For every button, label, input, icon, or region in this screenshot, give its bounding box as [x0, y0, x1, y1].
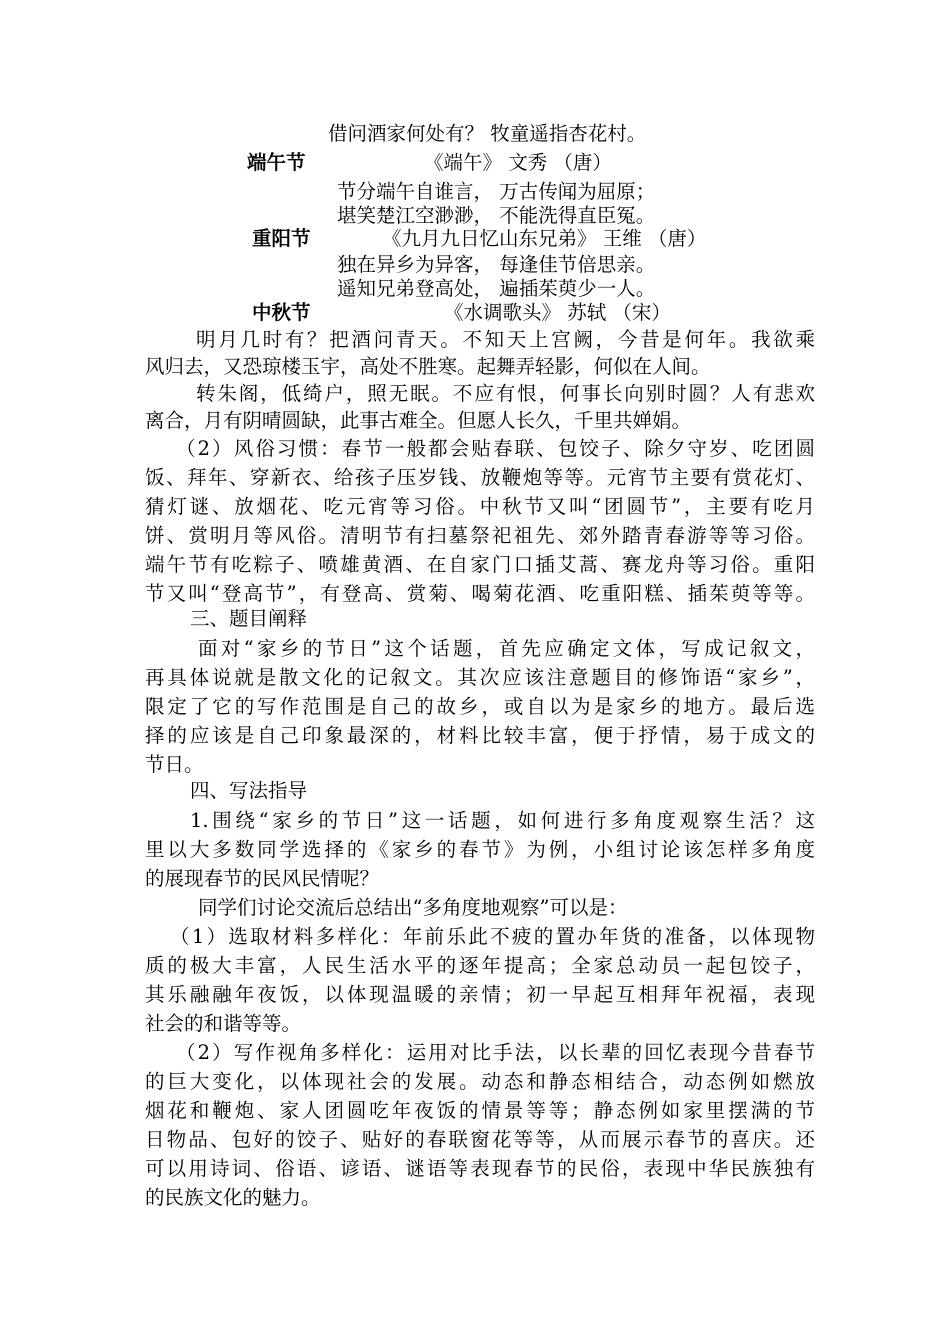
poem-line: 节分端午自谁言， 万古传闻为屈原；	[337, 180, 656, 203]
poem-title-duanwu: 《端午》 文秀 （唐）	[424, 151, 612, 174]
paragraph-line: 饭、拜年、穿新衣、给孩子压岁钱、放鞭炮等等。元宵节主要有赏花灯、	[145, 466, 815, 489]
poem-line: 借问酒家何处有？ 牧童遥指杏花村。	[328, 122, 647, 145]
paragraph-line: 里以大多数同学选择的《家乡的春节》为例，小组讨论该怎样多角度	[145, 838, 815, 861]
paragraph-line: 限定了它的写作范围是自己的故乡，或自以为是家乡的地方。最后选	[145, 695, 815, 718]
paragraph-line: 同学们讨论交流后总结出“多角度地观察”可以是：	[198, 896, 628, 919]
poem-line: 独在异乡为异客， 每逢佳节倍思亲。	[337, 253, 656, 276]
poem-line: 遥知兄弟登高处， 遍插茱萸少一人。	[337, 277, 656, 300]
paragraph-line: 日物品、包好的饺子、贴好的春联窗花等等，从而展示春节的喜庆。还	[145, 1128, 815, 1151]
section-heading: 三、题目阐释	[190, 607, 308, 630]
paragraph-line: 端午节有吃粽子、喷雄黄酒、在自家门口插艾蒿、赛龙舟等习俗。重阳	[145, 553, 815, 576]
paragraph-line: 明月几时有？把酒问青天。不知天上宫阙，今昔是何年。我欲乘	[196, 328, 815, 351]
paragraph-line: （1）选取材料多样化：年前乐此不疲的置办年货的准备，以体现物	[170, 925, 815, 948]
paragraph-line: 的巨大变化，以体现社会的发展。动态和静态相结合，动态例如燃放	[145, 1070, 815, 1093]
poem-line: 堪笑楚江空渺渺， 不能洗得直臣冤。	[337, 204, 656, 227]
paragraph-line: 择的应该是自己印象最深的，材料比较丰富，便于抒情，易于成文的	[145, 724, 815, 747]
paragraph-line: 离合，月有阴晴圆缺，此事古难全。但愿人长久，千里共婵娟。	[145, 409, 692, 432]
paragraph-line: 节又叫“登高节”，有登高、赏菊、喝菊花酒、吃重阳糕、插茱萸等等。	[145, 582, 815, 605]
paragraph-line: 烟花和鞭炮、家人团圆吃年夜饭的情景等等；静态例如家里摆满的节	[145, 1099, 815, 1122]
paragraph-line: 猜灯谜、放烟花、吃元宵等习俗。中秋节又叫“团圆节”，主要有吃月	[145, 495, 815, 518]
paragraph-line: 其乐融融年夜饭，以体现温暖的亲情；初一早起互相拜年祝福，表现	[145, 983, 815, 1006]
section-heading: 四、写法指导	[190, 779, 308, 802]
poem-title-chongyang: 《九月九日忆山东兄弟》 王维 （唐）	[382, 227, 707, 250]
paragraph-line: 再具体说就是散文化的记叙文。其次应该注意题目的修饰语“家乡”，	[145, 666, 815, 689]
paragraph-line: （2）风俗习惯：春节一般都会贴春联、包饺子、除夕守岁、吃团圆	[176, 437, 815, 460]
paragraph-line: 1.围绕“家乡的节日”这一话题，如何进行多角度观察生活？这	[190, 809, 815, 832]
paragraph-line: 面对“家乡的节日”这个话题，首先应确定文体，写成记叙文，	[198, 637, 815, 660]
paragraph-line: 饼、赏明月等风俗。清明节有扫墓祭祀祖先、郊外踏青春游等等习俗。	[145, 524, 815, 547]
paragraph-line: 转朱阁，低绮户，照无眠。不应有恨，何事长向别时圆？人有悲欢	[196, 382, 815, 405]
paragraph-line: 质的极大丰富，人民生活水平的逐年提高；全家总动员一起包饺子，	[145, 954, 815, 977]
paragraph-line: 可以用诗词、俗语、谚语、谜语等表现春节的民俗，表现中华民族独有	[145, 1157, 815, 1180]
paragraph-line: 的展现春节的民风民情呢？	[145, 867, 380, 890]
paragraph-line: 社会的和谐等等。	[145, 1012, 302, 1035]
festival-label-chongyang: 重阳节	[252, 227, 311, 250]
paragraph-line: （2）写作视角多样化：运用对比手法，以长辈的回忆表现今昔春节	[176, 1041, 815, 1064]
festival-label-zhongqiu: 中秋节	[252, 301, 311, 324]
paragraph-line: 风归去，又恐琼楼玉宇，高处不胜寒。起舞弄轻影，何似在人间。	[145, 355, 711, 378]
poem-title-zhongqiu: 《水调歌头》 苏轼 （宋）	[444, 301, 671, 324]
paragraph-line: 节日。	[145, 753, 204, 776]
paragraph-line: 的民族文化的魅力。	[145, 1186, 321, 1209]
festival-label-duanwu: 端午节	[247, 151, 306, 174]
